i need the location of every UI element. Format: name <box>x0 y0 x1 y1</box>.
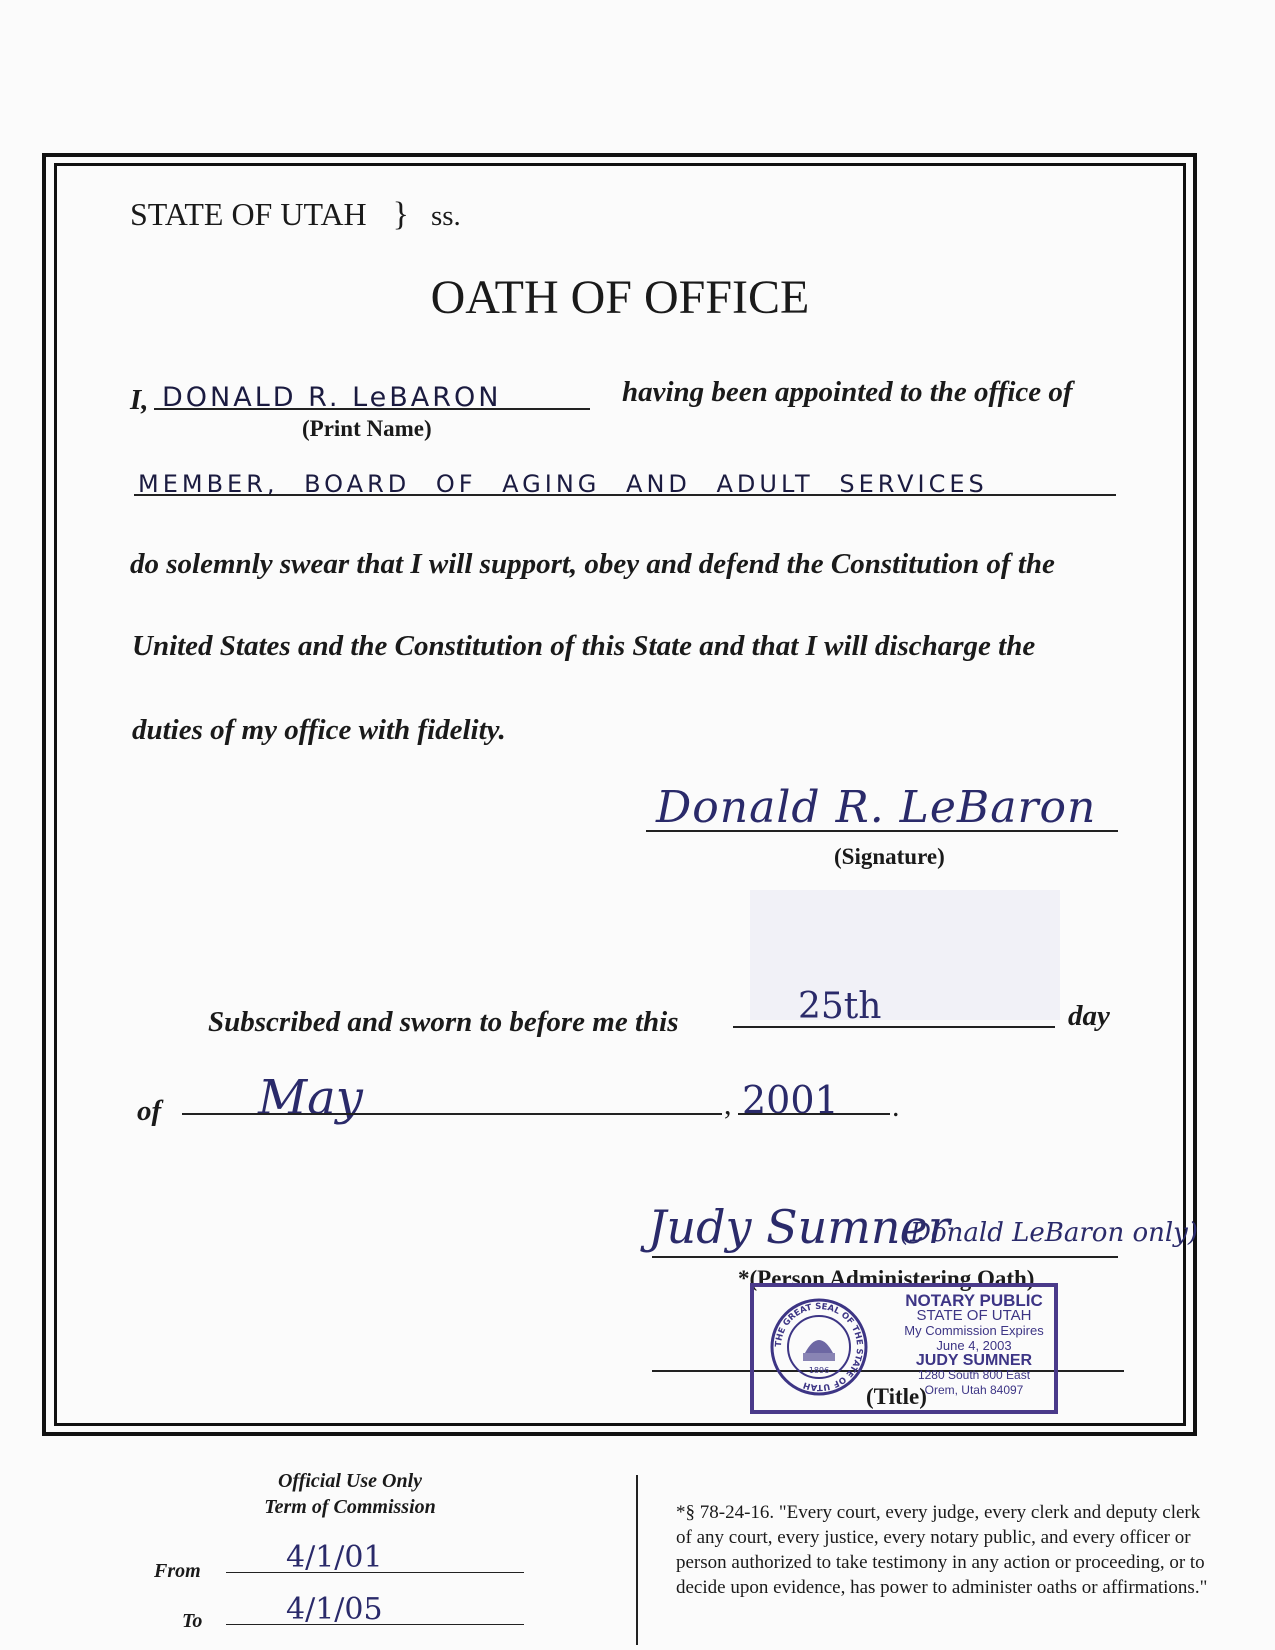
stamp-expires-date: June 4, 2003 <box>936 1338 1012 1353</box>
statute-text: *§ 78-24-16. "Every court, every judge, every clerk and deputy clerk of any court, every justice, every notary public, and every officer or person authorized to take testimony in any action or proceeding, or to decide upon evidence, has power to administer oaths or affirmations." <box>676 1502 1208 1598</box>
handwritten-month: May <box>258 1070 363 1126</box>
year-line <box>738 1113 890 1115</box>
title-label: (Title) <box>866 1384 927 1409</box>
signature-line <box>646 830 1118 832</box>
day-label: day <box>1068 1000 1110 1032</box>
day-line <box>733 1026 1055 1028</box>
seal-year: 1896 <box>808 1366 830 1375</box>
stamp-notary-public: NOTARY PUBLIC <box>905 1291 1043 1310</box>
stamp-state: STATE OF UTAH <box>916 1307 1032 1324</box>
handwritten-year: 2001 <box>742 1078 839 1122</box>
administrator-note: (Donald LeBaron only) <box>900 1218 1199 1248</box>
state-name: STATE OF UTAH <box>130 196 367 232</box>
oath-line-2: United States and the Constitution of this State and that I will discharge the <box>132 630 1036 662</box>
comma: , <box>724 1088 732 1121</box>
oath-signature: Donald R. LeBaron <box>656 782 1097 833</box>
office-line <box>134 494 1116 496</box>
from-label: From <box>154 1560 201 1582</box>
administrator-line <box>652 1256 1118 1258</box>
handwritten-name: DONALD R. LeBARON <box>162 382 502 413</box>
signature-label: (Signature) <box>834 844 945 869</box>
administrator-label: *(Person Administering Oath) <box>738 1266 1035 1291</box>
to-line <box>226 1624 524 1625</box>
from-line <box>226 1572 524 1573</box>
state-heading <box>130 196 461 234</box>
notary-stamp <box>750 1283 1058 1414</box>
state-seal-icon <box>769 1297 869 1397</box>
stamp-notary-name: JUDY SUMNER <box>915 1352 1033 1369</box>
handwritten-day: 25th <box>798 986 882 1027</box>
appointed-text: having been appointed to the office of <box>622 376 1073 408</box>
of-label: of <box>137 1095 162 1127</box>
stamp-address-street: 1280 South 800 East <box>917 1368 1031 1382</box>
month-line <box>182 1113 722 1115</box>
subscribed-text: Subscribed and sworn to before me this <box>208 1006 679 1038</box>
oath-line-3: duties of my office with fidelity. <box>132 714 506 746</box>
oath-line-1: do solemnly swear that I will support, obey and defend the Constitution of the <box>130 548 1055 580</box>
administrator-signature: Judy Sumner <box>648 1200 950 1254</box>
print-name-label: (Print Name) <box>302 416 432 441</box>
name-line <box>154 408 590 410</box>
footer-divider <box>636 1475 638 1645</box>
ss-label: ss. <box>430 200 461 232</box>
page-title: OATH OF OFFICE <box>430 271 810 324</box>
stamp-expires-label: My Commission Expires <box>904 1323 1044 1338</box>
oath-prefix: I, <box>130 384 149 416</box>
period: . <box>892 1090 900 1123</box>
official-use-subtitle: Term of Commission <box>264 1496 436 1518</box>
handwritten-office: MEMBER, BOARD OF AGING AND ADULT SERVICES <box>138 470 988 498</box>
to-value: 4/1/05 <box>286 1592 383 1627</box>
from-value: 4/1/01 <box>286 1540 383 1575</box>
official-use-title: Official Use Only <box>277 1470 423 1492</box>
brace: } <box>392 196 409 233</box>
stamp-address-city: Orem, Utah 84097 <box>924 1383 1024 1397</box>
seal-text: THE GREAT SEAL OF THE STATE OF UTAH <box>773 1301 865 1393</box>
to-label: To <box>182 1610 203 1632</box>
faded-stamp-area <box>750 890 1060 1020</box>
